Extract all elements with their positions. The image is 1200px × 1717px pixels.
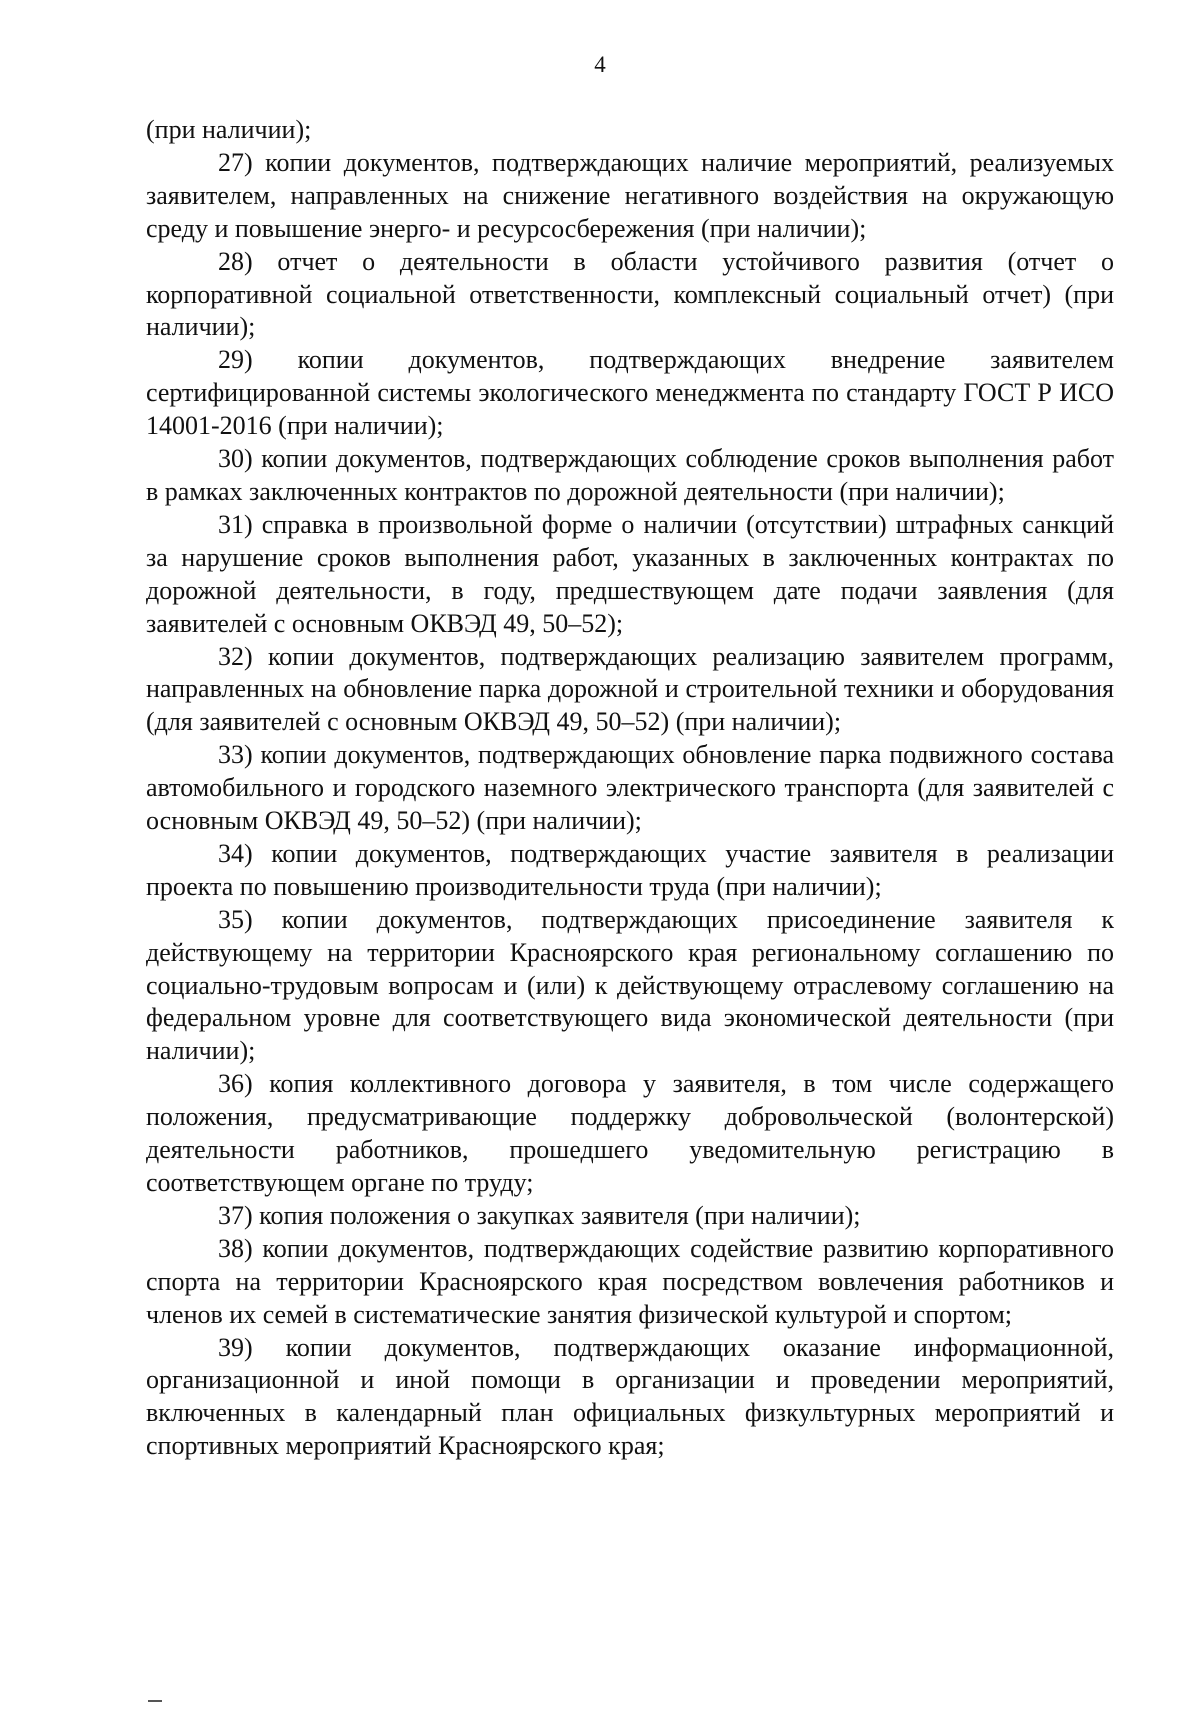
list-item-30: 30) копии документов, подтверждающих соблюдение сроков выполнения работ в рамках заключенных контрактов по дорожной деятельности (при наличии); [146,444,1114,506]
scan-mark [148,1700,162,1702]
list-item-27: 27) копии документов, подтверждающих наличие мероприятий, реализуемых заявителем, направленных на снижение негативного воздействия на окружающую среду и повышение энерго- и ресурсосбережения (при наличии); [146,147,1114,243]
list-item-35: 35) копии документов, подтверждающих присоединение заявителя к действующему на территории Красноярского края региональному соглашению по социально-трудовым вопросам и (или) к действующему отраслевому соглашению на федеральном уровне для соответствующего вида экономической деятельности (при наличии); [146,904,1114,1066]
page-number: 4 [594,52,606,77]
list-item-38: 38) копии документов, подтверждающих содействие развитию корпоративного спорта на территории Красноярского края посредством вовлечения работников и членов их семей в систематические занятия физической культурой и спортом; [146,1233,1114,1329]
list-item-37: 37) копия положения о закупках заявителя (при наличии); [218,1200,861,1230]
list-item-31: 31) справка в произвольной форме о наличии (отсутствии) штрафных санкций за нарушение сроков выполнения работ, указанных в заключенных контрактах по дорожной деятельности, в году, предшествующем дате подачи заявления (для заявителей с основным ОКВЭД 49, 50–52); [146,509,1114,638]
list-item-39: 39) копии документов, подтверждающих оказание информационной, организационной и иной помощи в организации и проведении мероприятий, включенных в календарный план официальных физкультурных мероприятий и спортивных мероприятий Красноярского края; [146,1332,1114,1461]
list-item-28: 28) отчет о деятельности в области устойчивого развития (отчет о корпоративной социальной ответственности, комплексный социальный отчет) (при наличии); [146,246,1114,342]
list-item-32: 32) копии документов, подтверждающих реализацию заявителем программ, направленных на обновление парка дорожной и строительной техники и оборудования (для заявителей с основным ОКВЭД 49, 50–52) (при наличии); [146,641,1114,737]
list-item-33: 33) копии документов, подтверждающих обновление парка подвижного состава автомобильного и городского наземного электрического транспорта (для заявителей с основным ОКВЭД 49, 50–52) (при наличии); [146,740,1114,836]
list-item-29: 29) копии документов, подтверждающих внедрение заявителем сертифицированной системы экологического менеджмента по стандарту ГОСТ Р ИСО 14001-2016 (при наличии); [146,345,1114,441]
list-item-36: 36) копия коллективного договора у заявителя, в том числе содержащего положения, предусматривающие поддержку добровольческой (волонтерской) деятельности работников, прошедшего уведомительную регистрацию в соответствующем органе по труду; [146,1069,1114,1197]
paragraph-continuation: (при наличии); [146,115,312,144]
list-item-34: 34) копии документов, подтверждающих участие заявителя в реализации проекта по повышению производительности труда (при наличии); [146,838,1114,901]
document-body [146,114,1114,1463]
